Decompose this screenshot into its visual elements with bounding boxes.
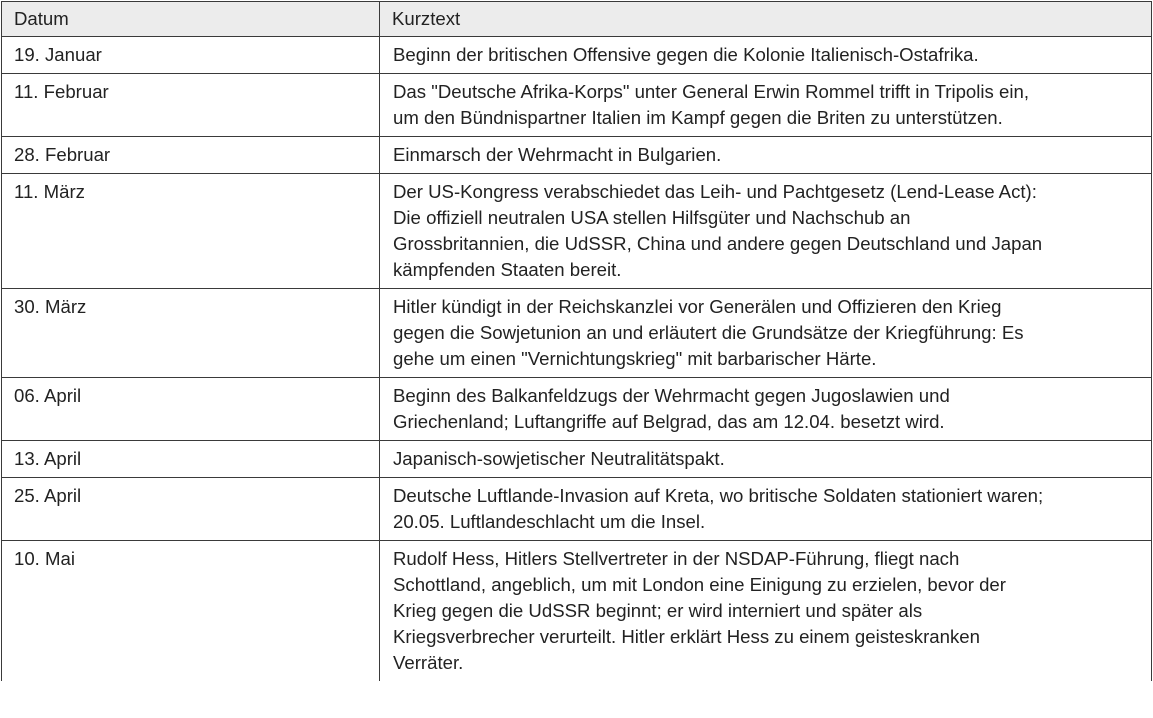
- table-row: [2, 74, 1152, 137]
- table-row: [2, 478, 1152, 541]
- text-line: gegen die Sowjetunion an und erläutert die Grundsätze der Kriegführung: Es: [393, 322, 1024, 343]
- text-cell: [380, 541, 1152, 682]
- text-line: gehe um einen "Vernichtungskrieg" mit barbarischer Härte.: [393, 348, 877, 369]
- date-cell: 11. Februar: [2, 74, 380, 137]
- text-cell: [380, 137, 1152, 174]
- date-cell: 10. Mai: [2, 541, 380, 682]
- text-line: Griechenland; Luftangriffe auf Belgrad, das am 12.04. besetzt wird.: [393, 411, 945, 432]
- text-cell: [380, 174, 1152, 289]
- text-line: Die offiziell neutralen USA stellen Hilfsgüter und Nachschub an: [393, 207, 911, 228]
- column-header-date: Datum: [2, 2, 380, 37]
- table-row: [2, 541, 1152, 682]
- text-line: Das "Deutsche Afrika-Korps" unter General Erwin Rommel trifft in Tripolis ein,: [393, 81, 1029, 102]
- date-cell: 06. April: [2, 378, 380, 441]
- text-line: Kriegsverbrecher verurteilt. Hitler erklärt Hess zu einem geisteskranken: [393, 626, 980, 647]
- text-line: Einmarsch der Wehrmacht in Bulgarien.: [393, 144, 722, 165]
- text-line: Grossbritannien, die UdSSR, China und andere gegen Deutschland und Japan: [393, 233, 1043, 254]
- date-cell: 19. Januar: [2, 37, 380, 74]
- text-line: Beginn des Balkanfeldzugs der Wehrmacht gegen Jugoslawien und: [393, 385, 950, 406]
- table-row: [2, 289, 1152, 378]
- date-cell: 13. April: [2, 441, 380, 478]
- text-line: um den Bündnispartner Italien im Kampf gegen die Briten zu unterstützen.: [393, 107, 1003, 128]
- text-line: Hitler kündigt in der Reichskanzlei vor Generälen und Offizieren den Krieg: [393, 296, 1002, 317]
- text-cell: [380, 378, 1152, 441]
- text-line: Japanisch-sowjetischer Neutralitätspakt.: [393, 448, 725, 469]
- text-line: Rudolf Hess, Hitlers Stellvertreter in der NSDAP-Führung, fliegt nach: [393, 548, 960, 569]
- date-cell: 28. Februar: [2, 137, 380, 174]
- text-line: Beginn der britischen Offensive gegen die Kolonie Italienisch-Ostafrika.: [393, 44, 979, 65]
- table-row: [2, 378, 1152, 441]
- date-cell: 25. April: [2, 478, 380, 541]
- table-row: [2, 37, 1152, 74]
- table-row: [2, 137, 1152, 174]
- text-cell: [380, 441, 1152, 478]
- table-row: [2, 441, 1152, 478]
- text-line: Deutsche Luftlande-Invasion auf Kreta, wo britische Soldaten stationiert waren;: [393, 485, 1044, 506]
- table-header: [2, 2, 1152, 37]
- text-cell: [380, 74, 1152, 137]
- text-line: Schottland, angeblich, um mit London eine Einigung zu erzielen, bevor der: [393, 574, 1006, 595]
- column-header-text: Kurztext: [380, 2, 1152, 37]
- text-line: Verräter.: [393, 652, 464, 673]
- text-cell: [380, 478, 1152, 541]
- text-line: kämpfenden Staaten bereit.: [393, 259, 622, 280]
- date-cell: 30. März: [2, 289, 380, 378]
- date-cell: 11. März: [2, 174, 380, 289]
- text-line: 20.05. Luftlandeschlacht um die Insel.: [393, 511, 706, 532]
- table-body: [2, 37, 1152, 682]
- text-cell: [380, 289, 1152, 378]
- header-row: [2, 2, 1152, 37]
- text-cell: [380, 37, 1152, 74]
- timeline-table: [1, 1, 1152, 681]
- text-line: Der US-Kongress verabschiedet das Leih- und Pachtgesetz (Lend-Lease Act):: [393, 181, 1037, 202]
- text-line: Krieg gegen die UdSSR beginnt; er wird interniert und später als: [393, 600, 923, 621]
- table-row: [2, 174, 1152, 289]
